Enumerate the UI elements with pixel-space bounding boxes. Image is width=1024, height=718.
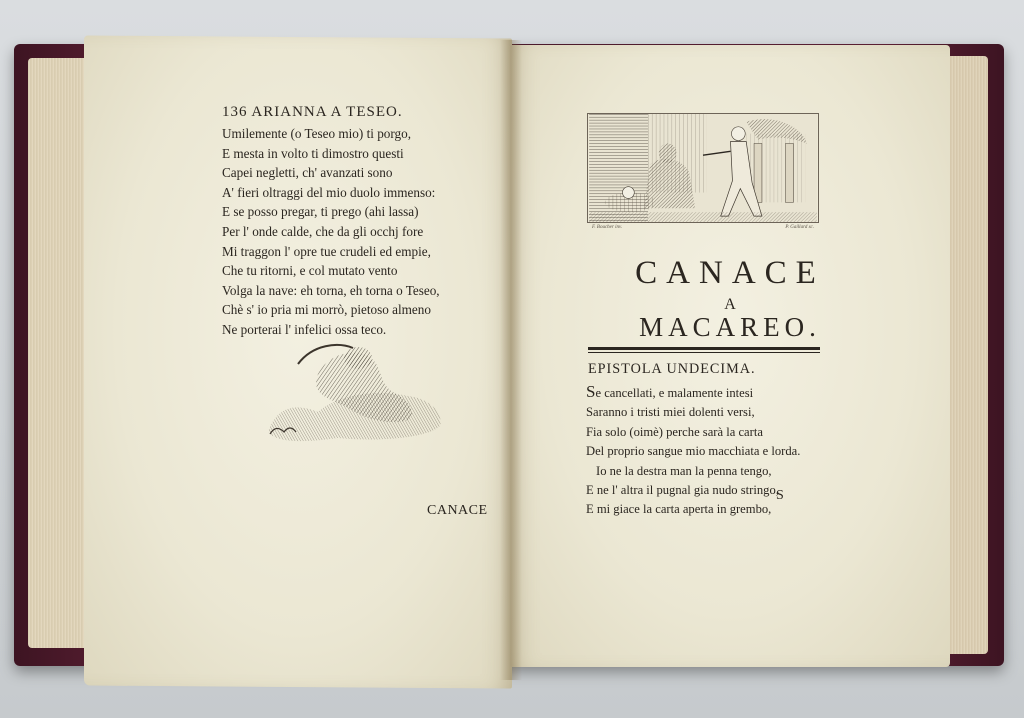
poem-line: Umilemente (o Teseo mio) ti porgo, [222, 126, 412, 141]
title-macareo: MACAREO. [639, 312, 821, 342]
engraving-caption-right: P. Gaillard sc. [785, 225, 814, 230]
left-poem [222, 124, 492, 340]
epistola-heading: EPISTOLA UNDECIMA. [588, 361, 756, 377]
poem-line-first [586, 382, 826, 403]
double-rule-thick [588, 347, 820, 350]
poem-line: A' fieri oltraggi del mio duolo immenso: [222, 184, 436, 200]
poem-line: E mi giace la carta aperta in grembo, [586, 502, 772, 517]
tailpiece-engraving [258, 334, 448, 446]
running-head: 136 ARIANNA A TESEO. [222, 104, 403, 120]
engraving-caption-left: F. Boucher inv. [592, 225, 623, 230]
headpiece-engraving [587, 113, 819, 223]
poem-line: Del proprio sangue mio macchiata e lorda. [586, 444, 801, 459]
book-gutter [500, 40, 522, 680]
right-page-edges [948, 56, 988, 654]
initial-letter: S [586, 382, 596, 401]
poem-line: Capei negletti, ch' avanzati sono [222, 165, 393, 181]
first-line-text: e cancellati, e malamente intesi [595, 386, 754, 400]
poem-line: E mesta in volto ti dimostro questi [222, 145, 404, 161]
poem-line: E ne l' altra il pugnal gia nudo stringo, [586, 483, 779, 498]
poem-line: Mi traggon l' opre tue crudeli ed empie, [222, 243, 431, 259]
title-canace: CANACE [635, 255, 825, 291]
signature-mark: S [776, 488, 784, 503]
poem-line: Saranno i tristi miei dolenti versi, [586, 405, 755, 420]
left-page-edges [28, 58, 88, 648]
title-a: A [724, 296, 736, 313]
poem-line: Fia solo (oimè) perche sarà la carta [586, 424, 763, 439]
poem-line: Ne porterai l' infelici ossa teco. [222, 321, 387, 337]
poem-line: Volga la nave: eh torna, eh torna o Teseo, [222, 282, 440, 298]
right-poem [586, 382, 826, 520]
poem-line: Io ne la destra man la penna tengo, [596, 463, 772, 478]
engraving-captions [590, 225, 816, 233]
catchword: CANACE [427, 503, 488, 518]
poem-line: E se posso pregar, ti prego (ahi lassa) [222, 204, 419, 220]
poem-line: Per l' onde calde, che da gli occhj fore [222, 223, 424, 239]
poem-line: Chè s' io pria mi morrò, pietoso almeno [222, 302, 431, 318]
poem-line: Che tu ritorni, e col mutato vento [222, 263, 398, 279]
double-rule-thin [588, 352, 820, 353]
